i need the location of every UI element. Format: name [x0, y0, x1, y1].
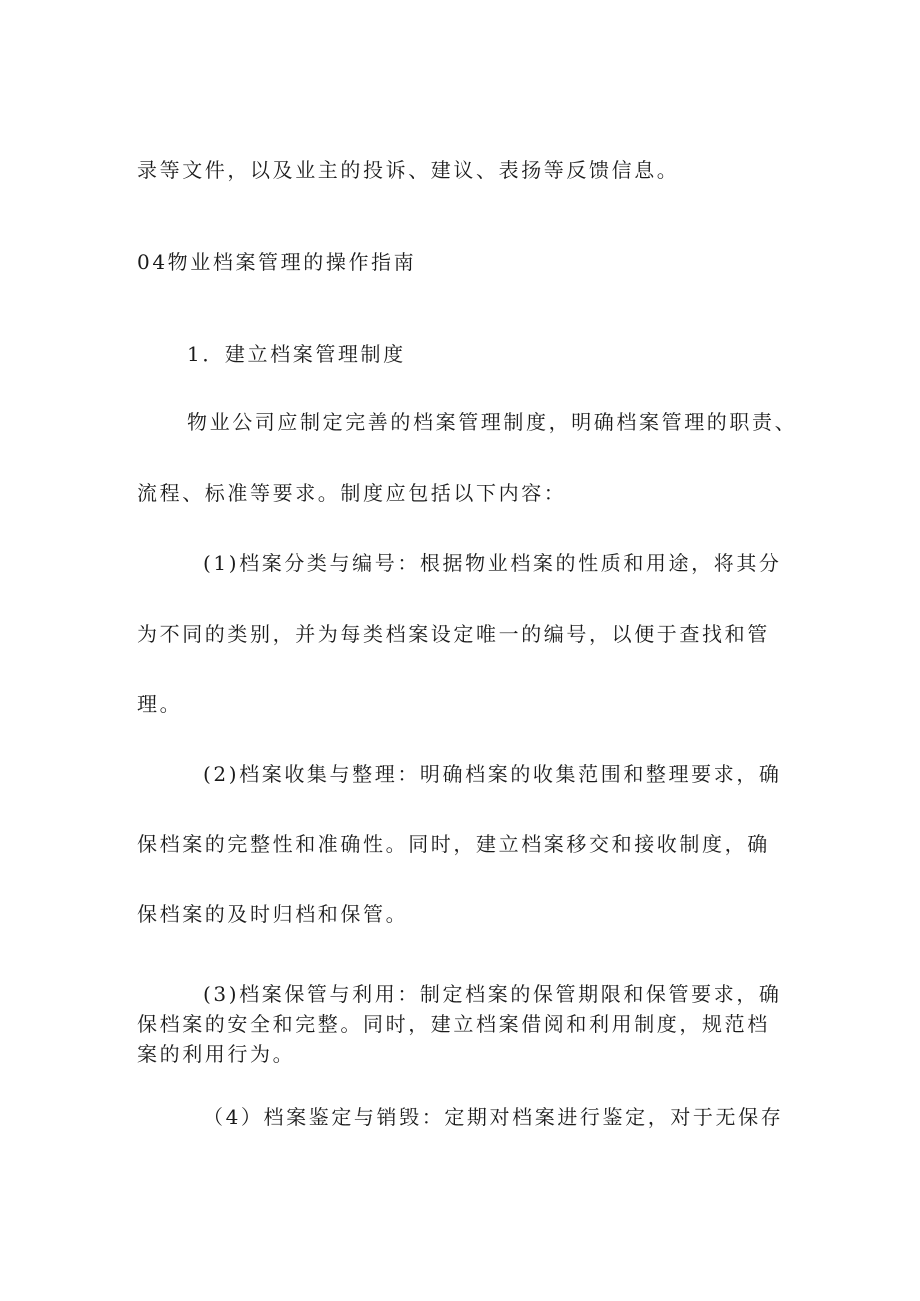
paragraph-continuation: 录等文件，以及业主的投诉、建议、表扬等反馈信息。	[137, 158, 680, 182]
item-3-line-3: 案的利用行为。	[137, 1042, 296, 1066]
item-2-line-3: 保档案的及时归档和保管。	[137, 902, 409, 926]
intro-paragraph-line-2: 流程、标准等要求。制度应包括以下内容：	[137, 481, 567, 505]
item-4-line-1: （4）档案鉴定与销毁：定期对档案进行鉴定，对于无保存	[203, 1105, 784, 1129]
section-heading: 04物业档案管理的操作指南	[137, 250, 417, 274]
item-1-line-1: (1)档案分类与编号：根据物业档案的性质和用途，将其分	[203, 551, 782, 575]
item-1-line-3: 理。	[137, 692, 183, 716]
subsection-heading: 1．建立档案管理制度	[187, 342, 406, 366]
item-3-line-1: (3)档案保管与利用：制定档案的保管期限和保管要求，确	[203, 982, 782, 1006]
item-3-line-2: 保档案的安全和完整。同时，建立档案借阅和利用制度，规范档	[137, 1012, 770, 1036]
item-2-line-1: (2)档案收集与整理：明确档案的收集范围和整理要求，确	[203, 762, 782, 786]
item-1-line-2: 为不同的类别，并为每类档案设定唯一的编号，以便于查找和管	[137, 622, 770, 646]
item-2-line-2: 保档案的完整性和准确性。同时，建立档案移交和接收制度，确	[137, 832, 770, 856]
intro-paragraph-line-1: 物业公司应制定完善的档案管理制度，明确档案管理的职责、	[187, 410, 798, 434]
